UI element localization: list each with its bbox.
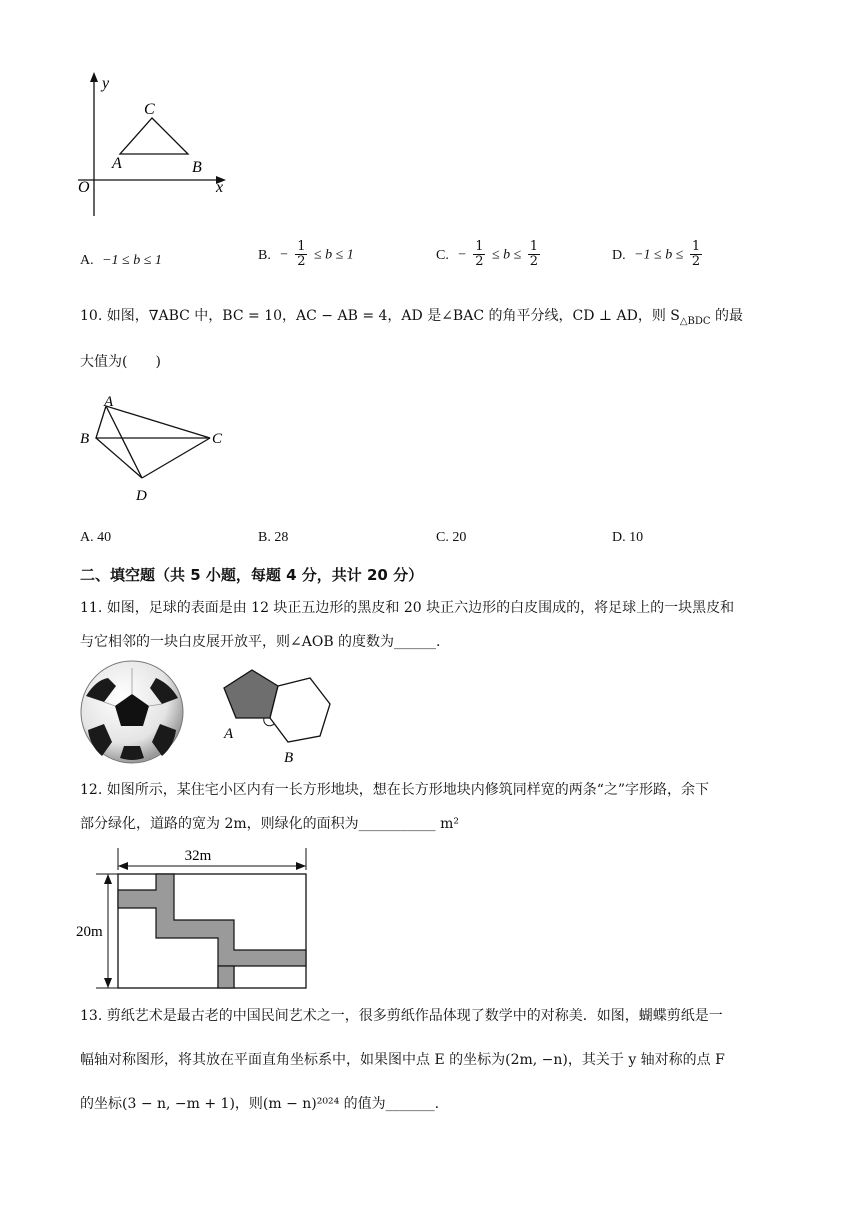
point-a-label: A bbox=[112, 155, 122, 172]
pentagon-hexagon-figure bbox=[216, 664, 346, 772]
road-diagram bbox=[76, 842, 316, 992]
fraction bbox=[295, 240, 307, 269]
minus-sign: − bbox=[457, 247, 467, 263]
q13-question-line3: 的坐标(3 − n, −m + 1)，则(m − n)²⁰²⁴ 的值为_______. bbox=[80, 1096, 440, 1112]
numerator: 1 bbox=[475, 239, 484, 254]
option-letter: B. bbox=[258, 247, 271, 263]
q13-question-line1: 13. 剪纸艺术是最古老的中国民间艺术之一，很多剪纸作品体现了数学中的对称美．如图，蝴蝶剪纸是一 bbox=[80, 1008, 723, 1024]
q10-text: 10. 如图，∇ABC 中，BC = 10，AC − AB = 4，AD 是∠BAC 的角平分线，CD ⊥ AD，则 S bbox=[80, 308, 680, 324]
option-letter: C. bbox=[436, 247, 449, 263]
q10-question-line1 bbox=[80, 306, 743, 332]
width-label: 32m bbox=[184, 848, 212, 864]
fraction bbox=[690, 240, 702, 269]
numerator: 1 bbox=[297, 239, 306, 254]
figure-point-b: B bbox=[284, 750, 294, 766]
q9-option-a[interactable] bbox=[80, 252, 162, 269]
height-label: 20m bbox=[76, 924, 103, 940]
q10-option-a[interactable]: A. 40 bbox=[80, 530, 112, 545]
q10-subscript: △BDC bbox=[679, 315, 711, 327]
point-c-label: C bbox=[144, 101, 155, 118]
numerator: 1 bbox=[691, 239, 701, 254]
axis-y-label: y bbox=[102, 75, 110, 92]
option-text: ≤ b ≤ 1 bbox=[313, 247, 354, 263]
minus-sign: − bbox=[279, 247, 289, 263]
q10-option-b[interactable]: B. 28 bbox=[258, 530, 289, 545]
q9-option-b[interactable] bbox=[258, 240, 354, 269]
denominator: 2 bbox=[297, 254, 306, 269]
section-heading: 二、填空题（共 5 小题，每题 4 分，共计 20 分） bbox=[80, 566, 424, 584]
option-text: ≤ b ≤ bbox=[491, 247, 522, 263]
figure-point-a: A bbox=[224, 726, 234, 742]
q13-question-line2: 幅轴对称图形，将其放在平面直角坐标系中，如果图中点 E 的坐标为(2m, −n)，其关于 y 轴对称的点 F bbox=[80, 1052, 725, 1068]
q12-question-line1: 12. 如图所示，某住宅小区内有一长方形地块，想在长方形地块内修筑同样宽的两条“之”字形路，余下 bbox=[80, 782, 710, 798]
denominator: 2 bbox=[691, 254, 701, 269]
denominator: 2 bbox=[475, 254, 484, 269]
point-b-label: B bbox=[192, 159, 202, 176]
fraction bbox=[473, 240, 485, 269]
denominator: 2 bbox=[529, 254, 539, 269]
q9-option-c[interactable] bbox=[436, 240, 542, 269]
vertex-c-label: C bbox=[212, 431, 223, 447]
option-text: −1 ≤ b ≤ bbox=[634, 247, 684, 263]
q10-option-c[interactable]: C. 20 bbox=[436, 530, 467, 545]
axis-x-label: x bbox=[216, 179, 224, 196]
option-text: −1 ≤ b ≤ 1 bbox=[102, 253, 162, 268]
q12-question-line2: 部分绿化，道路的宽为 2m，则绿化的面积为___________ m² bbox=[80, 816, 459, 832]
option-letter: D. bbox=[612, 247, 626, 263]
q9-option-d[interactable] bbox=[612, 240, 704, 269]
fraction bbox=[528, 240, 540, 269]
q10-question-line2: 大值为( ) bbox=[80, 354, 161, 370]
origin-label: O bbox=[78, 179, 90, 196]
vertex-a-label: A bbox=[104, 394, 114, 410]
q11-question-line1: 11. 如图，足球的表面是由 12 块正五边形的黑皮和 20 块正六边形的白皮围成的，将足球上的一块黑皮和 bbox=[80, 600, 735, 616]
q9-coordinate-figure bbox=[70, 68, 240, 228]
soccer-ball-image bbox=[78, 658, 186, 766]
q11-question-line2: 与它相邻的一块白皮展开放平，则∠AOB 的度数为______. bbox=[80, 634, 441, 650]
vertex-d-label: D bbox=[136, 488, 147, 504]
numerator: 1 bbox=[529, 239, 539, 254]
option-letter: A. bbox=[80, 253, 94, 268]
vertex-b-label: B bbox=[80, 431, 90, 447]
q10-triangle-figure bbox=[76, 394, 236, 514]
q10-text-end: 的最 bbox=[710, 308, 744, 324]
q10-option-d[interactable]: D. 10 bbox=[612, 530, 644, 545]
